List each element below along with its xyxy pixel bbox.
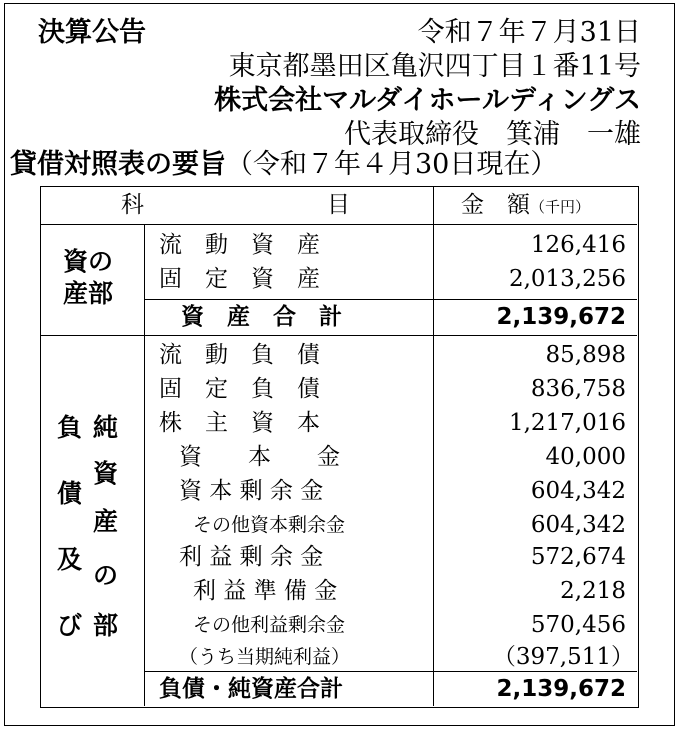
balance-sheet-heading: 貸借対照表の要旨 <box>10 149 226 180</box>
row-amount: 40,000 <box>545 444 626 470</box>
section-label-divider <box>144 224 145 706</box>
row-amount: （397,511） <box>492 644 634 670</box>
row-amount: 572,674 <box>530 544 626 570</box>
assets-section-divider <box>41 335 637 336</box>
liab-label: 債 <box>57 479 83 508</box>
col-amount <box>461 191 590 221</box>
row-label: 利 益 剰 余 金 <box>179 544 324 570</box>
equity-label: 資 <box>93 459 119 488</box>
representative: 代表取締役 箕浦 一雄 <box>344 119 641 150</box>
equity-label: の <box>93 561 119 590</box>
row-amount: 570,456 <box>530 612 626 638</box>
row-label: 株 主 資 本 <box>159 410 320 436</box>
row-amount: 2,218 <box>560 578 626 604</box>
company-address: 東京都墨田区亀沢四丁目１番11号 <box>228 51 641 82</box>
row-amount: 126,416 <box>530 232 626 258</box>
row-amount: 836,758 <box>530 376 626 402</box>
header-divider <box>41 224 637 225</box>
row-label: 資 本 金 <box>179 444 340 470</box>
balance-sheet-table <box>40 186 639 708</box>
assets-section-label-2: 産部 <box>63 279 114 308</box>
equity-label: 純 <box>93 413 119 442</box>
row-label: 流 動 負 債 <box>159 342 320 368</box>
liab-label: 及 <box>57 545 83 574</box>
assets-total-divider <box>144 299 637 300</box>
balance-sheet-date: （令和７年４月30日現在） <box>226 149 558 180</box>
row-amount: 85,898 <box>545 342 626 368</box>
col-subject-1: 科 <box>121 192 144 218</box>
row-label: その他資本剰余金 <box>193 514 346 536</box>
row-amount-total: 2,139,672 <box>496 304 626 330</box>
row-amount: 1,217,016 <box>508 410 626 436</box>
balance-sheet-title <box>10 150 557 180</box>
notice-title: 決算公告 <box>38 17 146 48</box>
company-name: 株式会社マルダイホールディングス <box>214 85 641 116</box>
col-subject-2: 目 <box>327 192 350 218</box>
row-label: 固 定 負 債 <box>159 376 320 402</box>
row-label: （うち当期純利益） <box>179 646 351 668</box>
col-unit: （千円） <box>530 198 591 216</box>
col-amount-label: 金 額 <box>461 192 530 218</box>
grand-total-divider <box>144 671 637 672</box>
liab-label: 負 <box>57 413 83 442</box>
row-label: 流 動 資 産 <box>159 232 320 258</box>
assets-section-label-1: 資の <box>63 247 114 276</box>
row-label: その他利益剰余金 <box>193 614 346 636</box>
row-amount: 604,342 <box>530 478 626 504</box>
row-amount: 604,342 <box>530 512 626 538</box>
row-label: 固 定 資 産 <box>159 266 320 292</box>
row-label: 資 本 剰 余 金 <box>179 478 324 504</box>
liab-label: び <box>57 611 83 640</box>
amount-column-divider <box>433 187 434 706</box>
row-label: 利 益 準 備 金 <box>193 578 338 604</box>
row-label-grand-total: 負債・純資産合計 <box>159 676 343 702</box>
row-label-total: 資 産 合 計 <box>181 304 342 330</box>
row-amount-grand-total: 2,139,672 <box>496 676 626 702</box>
equity-label: 産 <box>93 507 119 536</box>
row-amount: 2,013,256 <box>508 266 626 292</box>
notice-date: 令和７年７月31日 <box>417 17 641 48</box>
equity-label: 部 <box>93 611 119 640</box>
